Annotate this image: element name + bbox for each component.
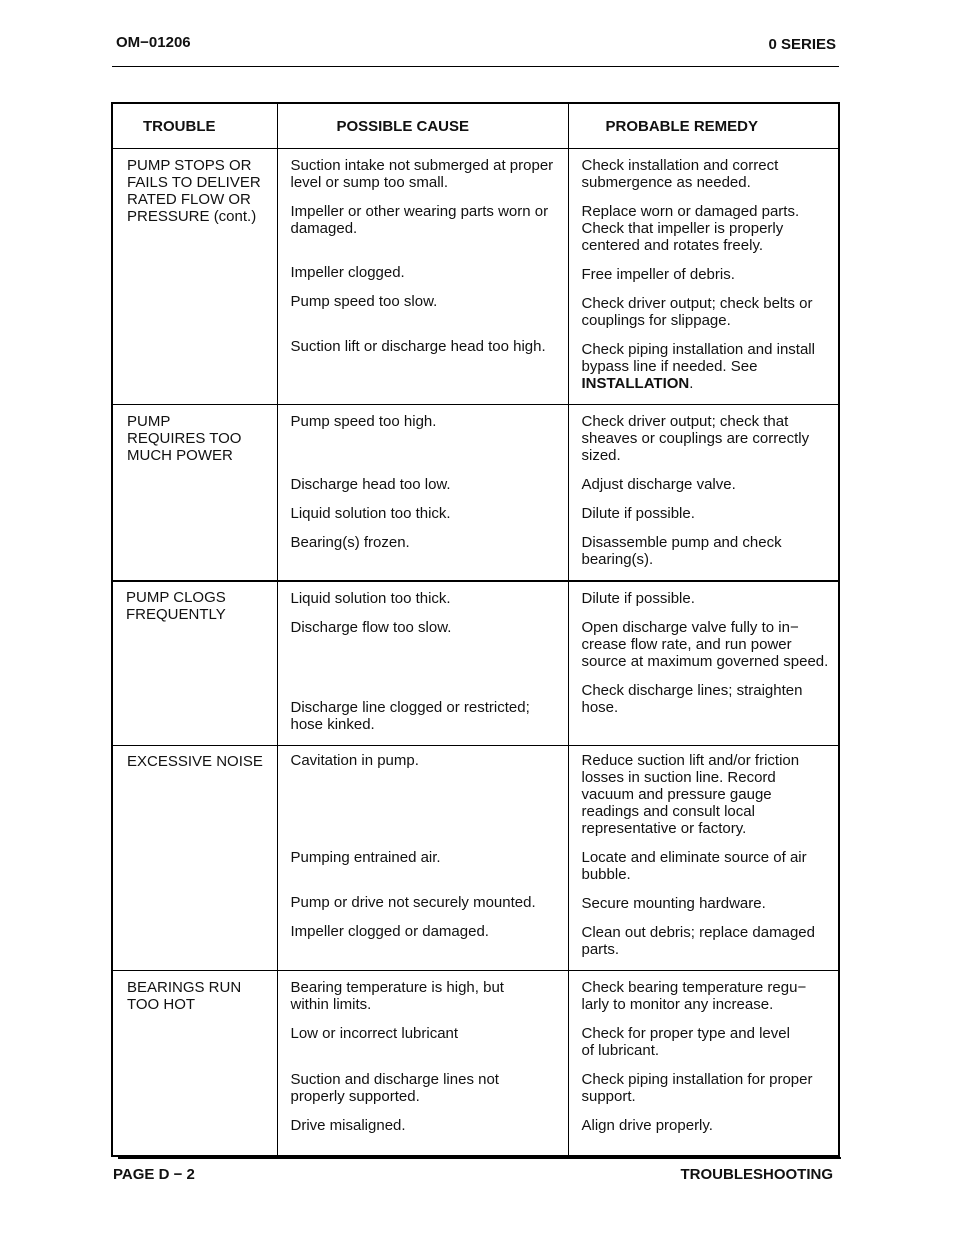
trouble-text: PUMP STOPS OR FAILS TO DELIVER RATED FLOW OR PRESSURE (cont.) (127, 157, 261, 225)
column-header-probable-remedy: PROBABLE REMEDY (568, 103, 839, 149)
cause-item: Cavitation in pump. (290, 752, 419, 769)
cause-item: Drive misaligned. (290, 1117, 406, 1134)
cause-item: Pump speed too slow. (290, 293, 438, 310)
cause-cell (277, 405, 568, 582)
remedy-cell (568, 971, 839, 1156)
remedy-item: Check driver output; check that sheaves or couplings are correctly sized. (581, 413, 810, 464)
table-row (112, 746, 839, 971)
cause-item: Discharge head too low. (290, 476, 451, 493)
cause-item: Liquid solution too thick. (290, 505, 451, 522)
trouble-cell (112, 405, 277, 582)
remedy-item: Open discharge valve fully to in− crease flow rate, and run power source at maximum governed speed. (581, 619, 829, 670)
remedy-item: Align drive properly. (581, 1117, 713, 1134)
remedy-item: Adjust discharge valve. (581, 476, 736, 493)
cause-cell (277, 149, 568, 405)
cause-item: Pump speed too high. (290, 413, 437, 430)
trouble-cell (112, 149, 277, 405)
cause-cell (277, 581, 568, 746)
cause-item: Pumping entrained air. (290, 849, 441, 866)
remedy-cell (568, 746, 839, 971)
remedy-item: Check bearing temperature regu− larly to monitor any increase. (581, 979, 807, 1013)
remedy-item: Secure mounting hardware. (581, 895, 766, 912)
cause-item: Bearing(s) frozen. (290, 534, 410, 551)
remedy-item: Replace worn or damaged parts. Check that impeller is properly centered and rotates freely. (581, 203, 800, 254)
installation-reference: INSTALLATION (581, 375, 690, 392)
page-number: PAGE D − 2 (113, 1166, 195, 1183)
table-row (112, 405, 839, 582)
table-row (112, 971, 839, 1156)
trouble-text: PUMP REQUIRES TOO MUCH POWER (127, 413, 242, 464)
trouble-cell (112, 971, 277, 1156)
column-header-trouble: TROUBLE (112, 103, 277, 149)
cause-item: Pump or drive not securely mounted. (290, 894, 536, 911)
column-header-possible-cause: POSSIBLE CAUSE (277, 103, 568, 149)
trouble-text: EXCESSIVE NOISE (127, 753, 263, 770)
remedy-item: Dilute if possible. (581, 590, 695, 607)
remedy-item: Check discharge lines; straighten hose. (581, 682, 803, 716)
header-divider (112, 66, 839, 67)
table-header-row (112, 103, 839, 149)
cause-item: Suction and discharge lines not properly supported. (290, 1071, 499, 1105)
cause-item: Impeller or other wearing parts worn or damaged. (290, 203, 549, 237)
remedy-item: Disassemble pump and check bearing(s). (581, 534, 782, 568)
cause-item: Impeller clogged or damaged. (290, 923, 489, 940)
cause-item: Low or incorrect lubricant (290, 1025, 459, 1042)
remedy-item: Reduce suction lift and/or friction losses in suction line. Record vacuum and pressure gauge readings and consult local representative or factory. (581, 752, 800, 837)
trouble-text: BEARINGS RUN TOO HOT (127, 979, 242, 1013)
cause-item: Suction lift or discharge head too high. (290, 338, 546, 355)
remedy-item: Check installation and correct submergence as needed. (581, 157, 779, 191)
trouble-cell (112, 746, 277, 971)
remedy-item: Free impeller of debris. (581, 266, 735, 283)
remedy-item: Check piping installation and install bypass line if needed. See INSTALLATION. (581, 341, 815, 392)
trouble-cell (112, 581, 277, 746)
cause-cell (277, 971, 568, 1156)
remedy-cell (568, 581, 839, 746)
footer-divider (118, 1157, 841, 1159)
cause-item: Impeller clogged. (290, 264, 405, 281)
remedy-item: Check piping installation for proper support. (581, 1071, 813, 1105)
cause-item: Discharge line clogged or restricted; hose kinked. (290, 699, 530, 733)
cause-cell (277, 746, 568, 971)
remedy-cell (568, 405, 839, 582)
remedy-item: Dilute if possible. (581, 505, 695, 522)
table-row (112, 581, 839, 746)
cause-item: Discharge flow too slow. (290, 619, 452, 636)
cause-item: Bearing temperature is high, but within limits. (290, 979, 504, 1013)
cause-item: Suction intake not submerged at proper level or sump too small. (290, 157, 554, 191)
remedy-cell (568, 149, 839, 405)
remedy-item: Locate and eliminate source of air bubble. (581, 849, 807, 883)
remedy-item: Check driver output; check belts or couplings for slippage. (581, 295, 813, 329)
section-title: TROUBLESHOOTING (680, 1166, 833, 1183)
trouble-text: PUMP CLOGS FREQUENTLY (126, 589, 226, 623)
troubleshooting-table (111, 102, 840, 1157)
document-number: OM−01206 (116, 34, 191, 51)
remedy-item: Clean out debris; replace damaged parts. (581, 924, 815, 958)
cause-item: Liquid solution too thick. (290, 590, 451, 607)
remedy-item: Check for proper type and level of lubricant. (581, 1025, 790, 1059)
table-row (112, 149, 839, 405)
series-label: 0 SERIES (768, 36, 836, 53)
